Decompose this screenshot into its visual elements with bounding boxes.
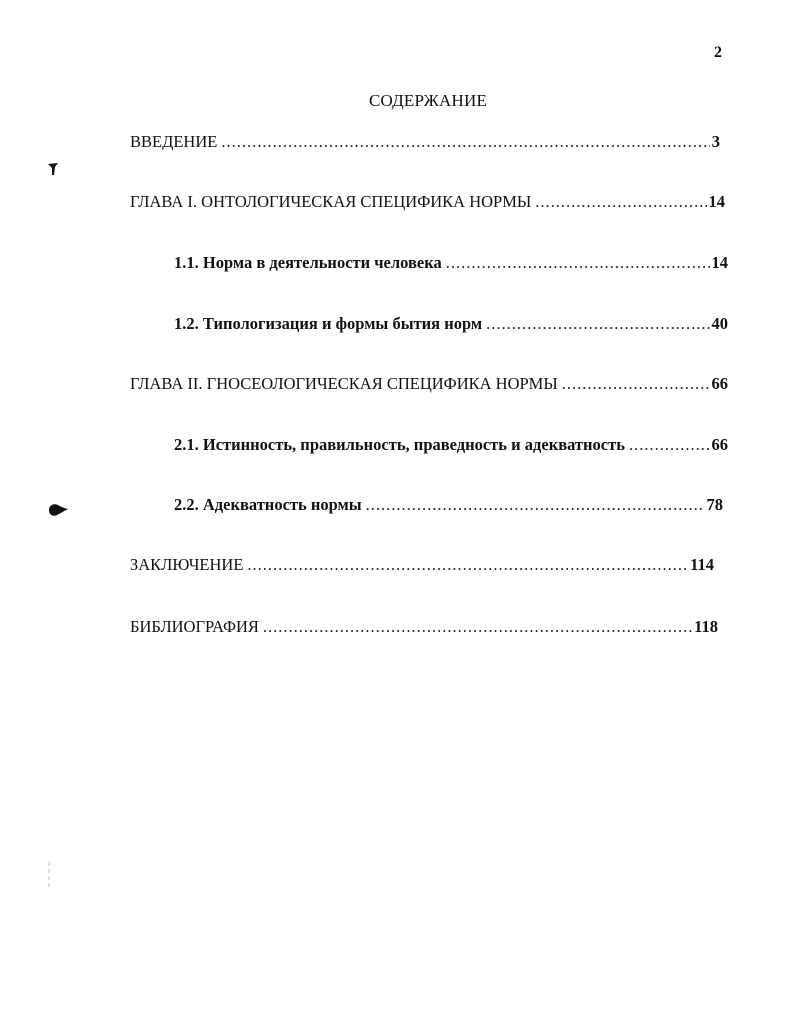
dot-leader	[629, 434, 710, 456]
scan-smudge	[47, 162, 59, 176]
toc-entry-label: ЗАКЛЮЧЕНИЕ	[130, 555, 244, 574]
toc-entry-page: 78	[706, 495, 723, 514]
toc-entry-section-1-1	[174, 252, 728, 274]
dot-leader	[263, 616, 692, 638]
dot-leader	[486, 313, 709, 335]
toc-entry-section-1-2	[174, 313, 728, 335]
toc-entry-introduction	[130, 131, 720, 153]
toc-entry-label: ГЛАВА II. ГНОСЕОЛОГИЧЕСКАЯ СПЕЦИФИКА НОРМЫ	[130, 374, 558, 393]
toc-entry-page: 14	[708, 192, 725, 211]
toc-entry-label: ВВЕДЕНИЕ	[130, 132, 218, 151]
toc-entry-label: ГЛАВА I. ОНТОЛОГИЧЕСКАЯ СПЕЦИФИКА НОРМЫ	[130, 192, 532, 211]
toc-entry-chapter-1	[130, 191, 725, 213]
toc-entry-label: 2.1. Истинность, правильность, праведность и адекватность	[174, 435, 625, 454]
dot-leader	[562, 373, 710, 395]
toc-entry-page: 3	[711, 132, 720, 151]
toc-entry-page: 118	[694, 617, 718, 636]
toc-entry-section-2-2	[174, 494, 723, 516]
toc-entry-label: БИБЛИОГРАФИЯ	[130, 617, 259, 636]
toc-entry-label: 1.1. Норма в деятельности человека	[174, 253, 442, 272]
dot-leader	[446, 252, 710, 274]
toc-entry-label: 2.2. Адекватность нормы	[174, 495, 362, 514]
toc-entry-section-2-1	[174, 434, 728, 456]
scan-smudge	[46, 502, 70, 518]
dot-leader	[221, 131, 709, 153]
dot-leader	[366, 494, 705, 516]
toc-entry-page: 40	[711, 314, 728, 333]
toc-entry-page: 66	[711, 374, 728, 393]
toc-title: СОДЕРЖАНИЕ	[368, 91, 488, 110]
dot-leader	[535, 191, 706, 213]
toc-entry-chapter-2	[130, 373, 728, 395]
scan-edge-mark	[48, 862, 50, 888]
toc-entry-label: 1.2. Типологизация и формы бытия норм	[174, 314, 483, 333]
dot-leader	[247, 554, 688, 576]
toc-entry-bibliography	[130, 616, 718, 638]
toc-entry-page: 66	[711, 435, 728, 454]
toc-entry-conclusion	[130, 554, 714, 576]
toc-entry-page: 114	[690, 555, 714, 574]
page-number: 2	[714, 44, 722, 61]
toc-entry-page: 14	[711, 253, 728, 272]
